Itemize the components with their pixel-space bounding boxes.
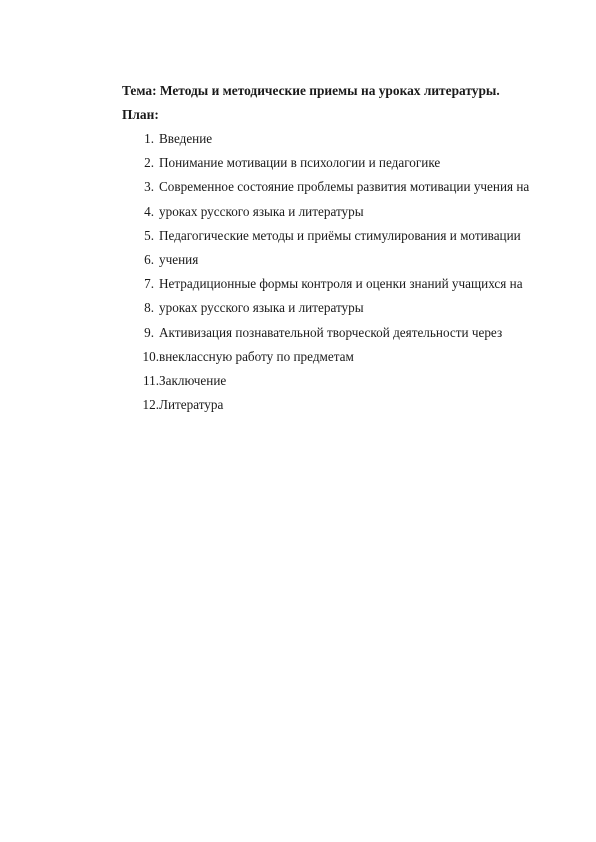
plan-item-text: учения [159, 252, 199, 268]
plan-item-5 [122, 224, 562, 248]
plan-heading: План: [122, 107, 159, 122]
plan-item-text: Педагогические методы и приёмы стимулирования и мотивации [159, 227, 521, 243]
plan-item-number: 10. [142, 348, 159, 364]
plan-item-number: 2. [144, 155, 154, 171]
plan-item-text: внеклассную работу по предметам [159, 348, 354, 364]
plan-item-12 [122, 393, 562, 417]
plan-item-number: 8. [144, 300, 154, 316]
plan-item-number: 6. [144, 252, 154, 268]
plan-item-7 [122, 272, 562, 296]
plan-item-text: уроках русского языка и литературы [159, 300, 364, 316]
plan-item-text: Активизация познавательной творческой деятельности через [159, 324, 503, 340]
plan-item-4 [122, 200, 562, 224]
plan-item-10 [122, 345, 562, 369]
plan-list [122, 127, 562, 417]
plan-item-number: 3. [144, 179, 154, 195]
plan-item-text: Заключение [159, 373, 227, 389]
plan-item-6 [122, 248, 562, 272]
plan-item-9 [122, 321, 562, 345]
plan-item-number: 9. [144, 324, 154, 340]
plan-item-number: 7. [144, 276, 154, 292]
plan-item-3 [122, 175, 562, 199]
plan-item-number: 11. [143, 373, 159, 389]
plan-item-number: 4. [144, 203, 154, 219]
plan-item-11 [122, 369, 562, 393]
plan-item-8 [122, 296, 562, 320]
plan-item-text: Литература [159, 397, 224, 413]
plan-item-number: 1. [144, 131, 154, 146]
plan-item-text: Современное состояние проблемы развития мотивации учения на [159, 179, 530, 195]
plan-item-1 [122, 127, 562, 151]
plan-item-text: Введение [159, 131, 213, 146]
plan-item-text: Понимание мотивации в психологии и педагогике [159, 155, 441, 171]
plan-item-number: 5. [144, 227, 154, 243]
plan-item-2 [122, 151, 562, 175]
plan-item-text: уроках русского языка и литературы [159, 203, 364, 219]
plan-item-text: Нетрадиционные формы контроля и оценки знаний учащихся на [159, 276, 523, 292]
plan-item-number: 12. [142, 397, 159, 413]
document-content [122, 80, 562, 417]
document-topic: Тема: Методы и методические приемы на уроках литературы. [122, 83, 500, 98]
